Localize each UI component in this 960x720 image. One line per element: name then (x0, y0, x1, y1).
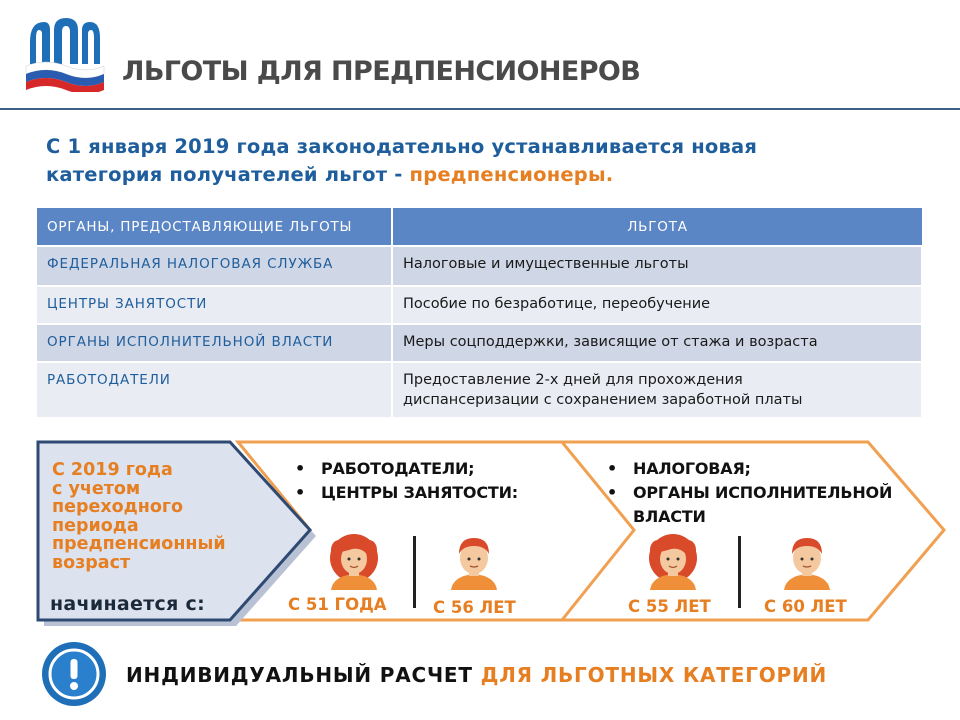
bullet-item: • РАБОТОДАТЕЛИ; (293, 457, 553, 481)
footer-text-prefix: ИНДИВИДУАЛЬНЫЙ РАСЧЕТ (126, 663, 481, 687)
chevron-left-line: с учетом (52, 478, 141, 499)
chevron-left-line: возраст (52, 552, 131, 573)
age-divider (413, 536, 416, 608)
pfr-logo-icon (22, 12, 108, 92)
chevron-left-text (52, 461, 252, 572)
row-benefit-line-1: Предоставление 2-х дней для прохождения (403, 372, 743, 388)
table-row (37, 286, 922, 324)
row-organization: ФЕДЕРАЛЬНАЯ НАЛОГОВАЯ СЛУЖБА (37, 246, 392, 286)
benefits-table (37, 208, 923, 417)
footer-text (126, 663, 827, 687)
column-header-organizations: ОРГАНЫ, ПРЕДОСТАВЛЯЮЩИЕ ЛЬГОТЫ (37, 208, 392, 246)
column-header-benefit: ЛЬГОТА (392, 208, 922, 246)
bullet-item: • ОРГАНЫ ИСПОЛНИТЕЛЬНОЙ ВЛАСТИ (605, 481, 905, 529)
bullet-item: • ЦЕНТРЫ ЗАНЯТОСТИ: (293, 481, 553, 505)
row-organization: ЦЕНТРЫ ЗАНЯТОСТИ (37, 286, 392, 324)
chevron-left-line: переходного (52, 497, 184, 517)
row-organization: ОРГАНЫ ИСПОЛНИТЕЛЬНОЙ ВЛАСТИ (37, 324, 392, 362)
intro-text (46, 133, 926, 189)
row-organization: РАБОТОДАТЕЛИ (37, 362, 392, 417)
right-bullet-list (605, 457, 905, 529)
man-avatar-icon (780, 532, 834, 590)
row-benefit (392, 362, 922, 417)
table-header-row (37, 208, 922, 246)
mid-female-age: С 51 ГОДА (288, 595, 387, 614)
row-benefit: Меры соцподдержки, зависящие от стажа и возраста (392, 324, 922, 362)
row-benefit: Налоговые и имущественные льготы (392, 246, 922, 286)
intro-line-2-prefix: категория получателей льгот - (46, 163, 410, 186)
right-female-age: С 55 ЛЕТ (628, 597, 711, 616)
man-avatar-icon (447, 532, 501, 590)
age-divider (738, 536, 741, 608)
exclamation-icon (41, 641, 107, 707)
intro-line-1: С 1 января 2019 года законодательно устанавливается новая (46, 135, 758, 158)
bullet-item: • НАЛОГОВАЯ; (605, 457, 905, 481)
woman-avatar-icon (327, 532, 381, 590)
chevron-left-line: периода (52, 515, 139, 536)
mid-male-age: С 56 ЛЕТ (433, 598, 516, 617)
footer-text-accent: ДЛЯ ЛЬГОТНЫХ КАТЕГОРИЙ (480, 663, 828, 687)
intro-accent: предпенсионеры. (409, 163, 614, 186)
header-divider (0, 108, 960, 110)
table-row (37, 324, 922, 362)
intro-line-2 (46, 161, 926, 189)
chevron-left-line: предпенсионный (52, 534, 226, 554)
row-benefit: Пособие по безработице, переобучение (392, 286, 922, 324)
table-row (37, 246, 922, 286)
chevron-left-line: С 2019 года (52, 460, 173, 480)
starts-label: начинается с: (50, 593, 205, 615)
mid-bullet-list (293, 457, 553, 505)
right-male-age: С 60 ЛЕТ (764, 597, 847, 616)
page-title: ЛЬГОТЫ ДЛЯ ПРЕДПЕНСИОНЕРОВ (122, 56, 641, 87)
row-benefit-line-2: диспансеризации с сохранением заработной платы (403, 392, 803, 408)
woman-avatar-icon (646, 532, 700, 590)
table-row (37, 362, 922, 417)
